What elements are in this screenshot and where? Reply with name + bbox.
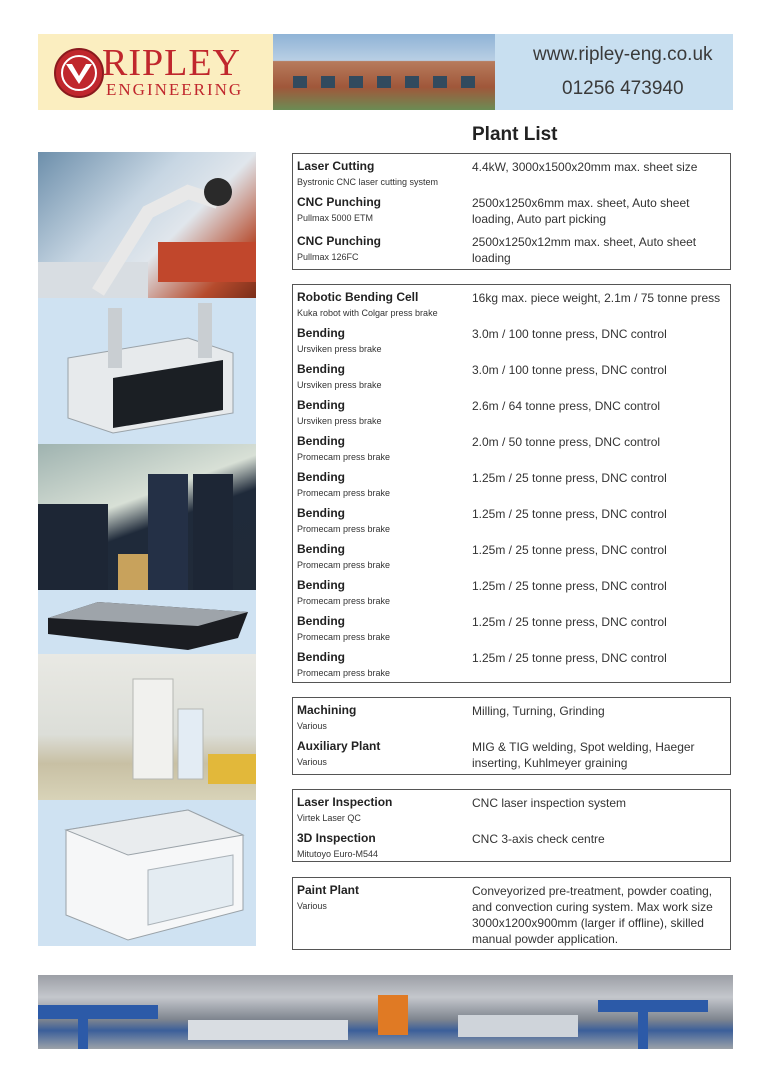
- plant-name: Bending: [297, 650, 345, 664]
- plant-description: CNC 3-axis check centre: [472, 832, 605, 846]
- plant-name: Bending: [297, 506, 345, 520]
- building-window: [377, 76, 391, 88]
- plant-description: 3.0m / 100 tonne press, DNC control: [472, 363, 667, 377]
- photo-cabinets-stack: [38, 444, 256, 590]
- building-window: [405, 76, 419, 88]
- plant-description: 3.0m / 100 tonne press, DNC control: [472, 327, 667, 341]
- plant-description: 1.25m / 25 tonne press, DNC control: [472, 471, 667, 485]
- page-title: Plant List: [472, 124, 558, 145]
- plant-name: Robotic Bending Cell: [297, 290, 419, 304]
- plant-model: Mitutoyo Euro-M544: [297, 849, 379, 859]
- plant-name: 3D Inspection: [297, 831, 376, 845]
- plant-description: 2.0m / 50 tonne press, DNC control: [472, 435, 661, 449]
- plant-name: CNC Punching: [297, 195, 381, 209]
- building-window: [293, 76, 307, 88]
- plant-description: 1.25m / 25 tonne press, DNC control: [472, 507, 667, 521]
- plant-description: Conveyorized pre-treatment, powder coating, and convection curing system. Max work size 3000x1200x900mm (larger if offline), skilled manual powder application.: [472, 884, 713, 946]
- plant-name: Bending: [297, 614, 345, 628]
- plant-model: Kuka robot with Colgar press brake: [297, 308, 438, 318]
- side-photo-column: [38, 152, 256, 946]
- plant-group-machining: [292, 697, 731, 775]
- header-building-photo: [273, 34, 495, 110]
- photo-paint-plant: [38, 654, 256, 800]
- plant-model: Various: [297, 901, 327, 911]
- plant-model: Promecam press brake: [297, 668, 391, 678]
- photo-robotic-bending: [38, 152, 256, 298]
- plant-description: 2.6m / 64 tonne press, DNC control: [472, 399, 661, 413]
- building-window: [349, 76, 363, 88]
- plant-model: Promecam press brake: [297, 488, 391, 498]
- photo-steel-frame: [38, 298, 256, 444]
- plant-model: Promecam press brake: [297, 596, 391, 606]
- plant-name: Bending: [297, 362, 345, 376]
- plant-model: Promecam press brake: [297, 560, 391, 570]
- ripley-logo-icon: [54, 48, 104, 98]
- plant-description: CNC laser inspection system: [472, 796, 627, 810]
- plant-group-bending: [292, 284, 731, 683]
- plant-group-cutting-punching: [292, 153, 731, 270]
- plant-model: Promecam press brake: [297, 524, 391, 534]
- plant-name: Bending: [297, 434, 345, 448]
- plant-model: Bystronic CNC laser cutting system: [297, 177, 439, 187]
- plant-description: 4.4kW, 3000x1500x20mm max. sheet size: [472, 160, 698, 174]
- plant-model: Ursviken press brake: [297, 380, 382, 390]
- plant-model: Virtek Laser QC: [297, 813, 361, 823]
- plant-name: Paint Plant: [297, 883, 360, 897]
- photo-rack-chassis: [38, 590, 256, 654]
- plant-name: Bending: [297, 542, 345, 556]
- building-window: [461, 76, 475, 88]
- plant-description: 1.25m / 25 tonne press, DNC control: [472, 651, 667, 665]
- plant-model: Ursviken press brake: [297, 416, 382, 426]
- footer-factory-photo: [38, 975, 733, 1049]
- plant-model: Various: [297, 757, 327, 767]
- plant-description: 1.25m / 25 tonne press, DNC control: [472, 615, 667, 629]
- plant-model: Pullmax 5000 ETM: [297, 213, 374, 223]
- plant-group-paint: [292, 877, 731, 950]
- building-window: [321, 76, 335, 88]
- plant-name: Bending: [297, 398, 345, 412]
- website-link[interactable]: www.ripley-eng.co.uk: [533, 44, 713, 65]
- plant-name: Bending: [297, 326, 345, 340]
- plant-name: Laser Inspection: [297, 795, 393, 809]
- plant-name: Bending: [297, 578, 345, 592]
- plant-group-inspection: [292, 789, 731, 862]
- photo-white-enclosure: [38, 800, 256, 946]
- plant-name: Auxiliary Plant: [297, 739, 381, 753]
- plant-description: MIG & TIG welding, Spot welding, Haeger inserting, Kuhlmeyer graining: [472, 740, 695, 770]
- plant-name: Laser Cutting: [297, 159, 375, 173]
- plant-model: Promecam press brake: [297, 632, 391, 642]
- plant-model: Pullmax 126FC: [297, 252, 359, 262]
- building-window: [433, 76, 447, 88]
- plant-description: 2500x1250x12mm max. sheet, Auto sheet loading: [472, 235, 697, 265]
- plant-name: Bending: [297, 470, 345, 484]
- plant-description: 1.25m / 25 tonne press, DNC control: [472, 579, 667, 593]
- company-subtitle: ENGINEERING: [106, 80, 244, 99]
- plant-description: 2500x1250x6mm max. sheet, Auto sheet loading, Auto part picking: [472, 196, 690, 226]
- plant-description: 16kg max. piece weight, 2.1m / 75 tonne press: [472, 291, 721, 305]
- plant-name: Machining: [297, 703, 357, 717]
- plant-description: Milling, Turning, Grinding: [472, 704, 605, 718]
- plant-name: CNC Punching: [297, 234, 381, 248]
- phone-number[interactable]: 01256 473940: [562, 78, 684, 99]
- plant-model: Promecam press brake: [297, 452, 391, 462]
- plant-description: 1.25m / 25 tonne press, DNC control: [472, 543, 667, 557]
- plant-model: Various: [297, 721, 327, 731]
- plant-model: Ursviken press brake: [297, 344, 382, 354]
- company-name: RIPLEY: [102, 42, 241, 84]
